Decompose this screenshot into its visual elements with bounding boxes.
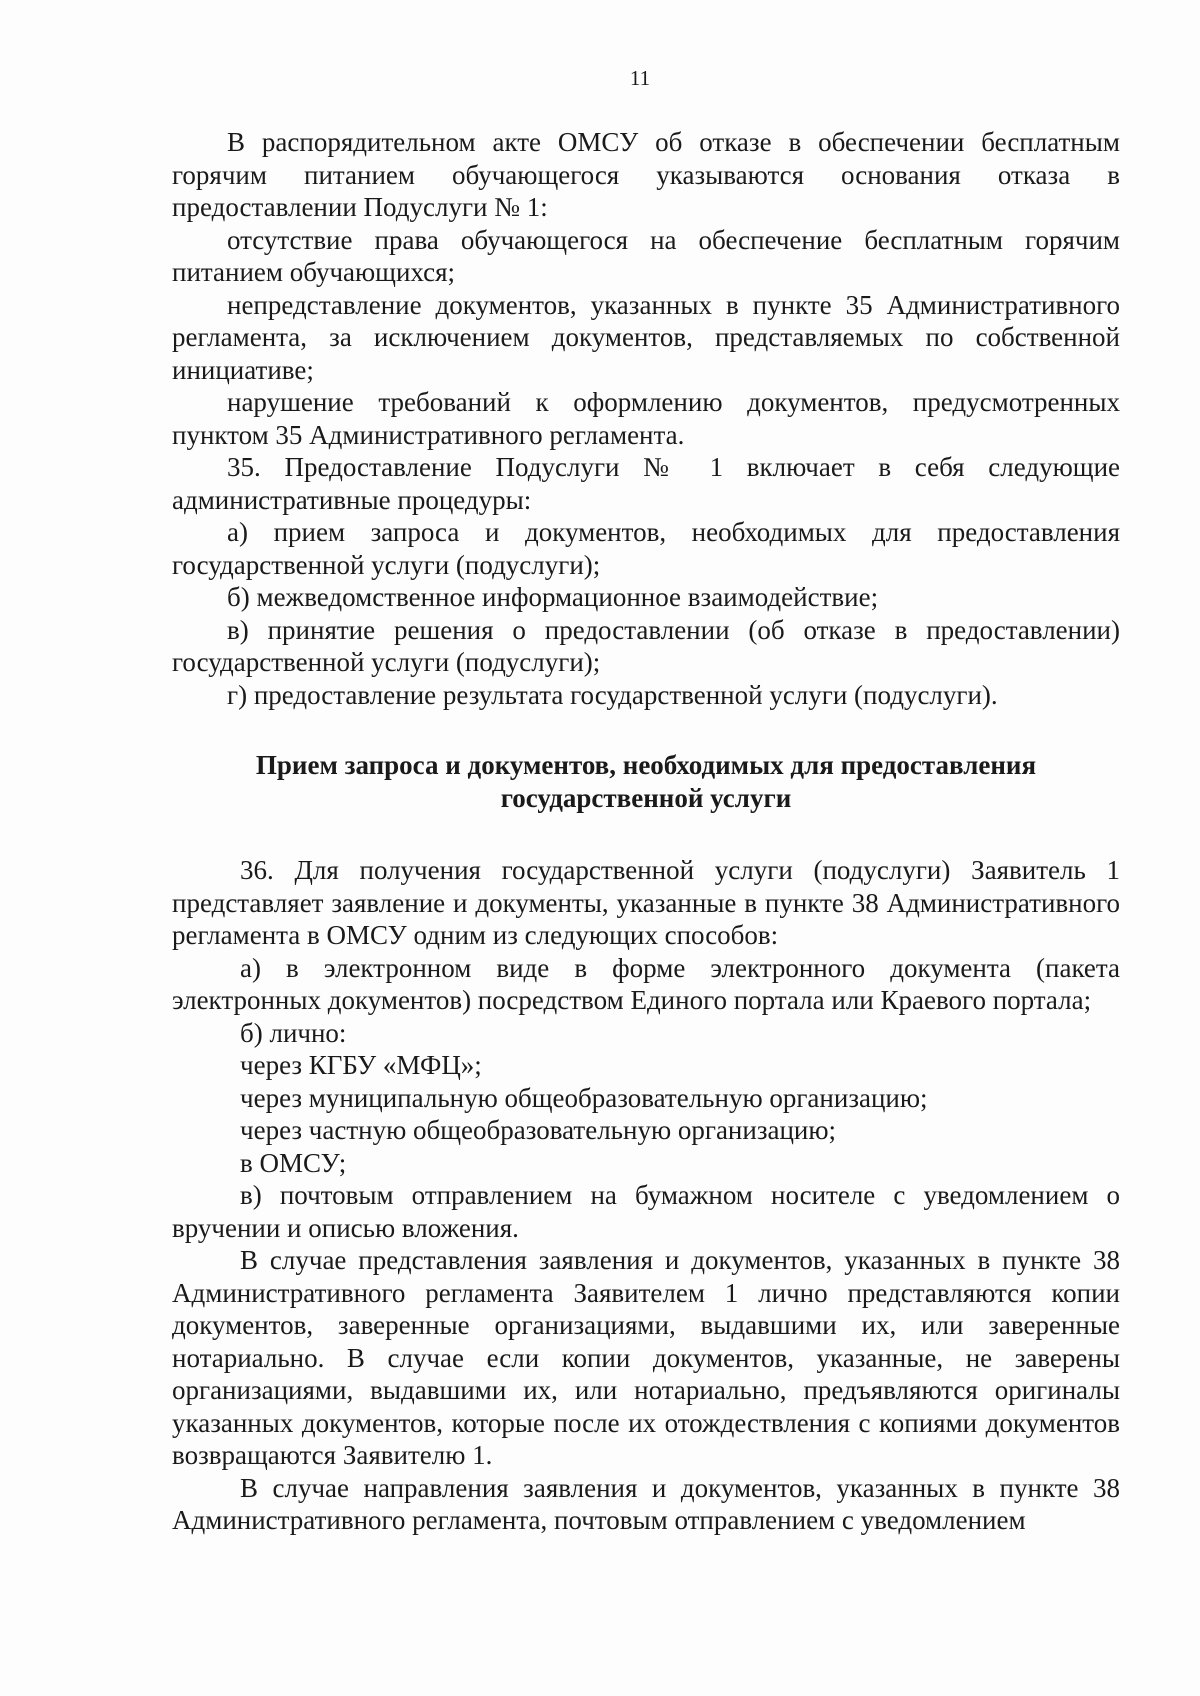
paragraph-refusal-reason-3: нарушение требований к оформлению документов, предусмотренных пунктом 35 Административного регламента. [172, 387, 1120, 450]
section-heading [172, 749, 1120, 814]
paragraph-36-b-private-school: через частную общеобразовательную организацию; [240, 1115, 837, 1145]
paragraph-36-c: в) почтовым отправлением на бумажном носителе с уведомлением о вручении и описью вложения. [172, 1180, 1120, 1243]
paragraph-36-b-municipal-school: через муниципальную общеобразовательную организацию; [240, 1082, 928, 1113]
paragraph-35-a: а) прием запроса и документов, необходимых для предоставления государственной услуги (подуслуги); [172, 517, 1120, 580]
section-heading-line-2: государственной услуги [500, 782, 792, 813]
paragraph-35-d: г) предоставление результата государственной услуги (подуслуги). [227, 679, 998, 710]
paragraph-personal-submission: В случае представления заявления и документов, указанных в пункте 38 Административного регламента Заявителем 1 лично представляются копии документов, заверенные организациями, выдавшими их, или заверенные нотариально. В случае если копии документов, указанные, не заверены организациями, выдавшими их, или нотариально, предъявляются оригиналы указанных документов, которые после их отождествления с копиями документов возвращаются Заявителю 1. [172, 1245, 1120, 1470]
paragraph-refusal-reason-2: непредставление документов, указанных в пункте 35 Административного регламента, за исключением документов, представляемых по собственной инициативе; [172, 289, 1120, 385]
paragraph-36: 36. Для получения государственной услуги (подуслуги) Заявитель 1 представляет заявление и документы, указанные в пункте 38 Административного регламента в ОМСУ одним из следующих способов: [172, 855, 1120, 950]
paragraph-36-b: б) лично: [240, 1017, 347, 1048]
paragraph-35-c: в) принятие решения о предоставлении (об отказе в предоставлении) государственной услуги (подуслуги); [172, 614, 1120, 677]
paragraph-refusal-intro: В распорядительном акте ОМСУ об отказе в обеспечении бесплатным горячим питанием обучающегося указываются основания отказа в предоставлении Подуслуги № 1: [172, 127, 1120, 222]
paragraph-36-b-mfc: через КГБУ «МФЦ»; [240, 1050, 482, 1080]
page-number: 11 [629, 66, 651, 90]
section-heading-line-1: Прием запроса и документов, необходимых для предоставления [255, 750, 1037, 780]
paragraph-36-b-omsu: в ОМСУ; [240, 1147, 347, 1178]
paragraph-refusal-reason-1: отсутствие права обучающегося на обеспечение бесплатным горячим питанием обучающихся; [172, 224, 1120, 287]
paragraph-36-a: а) в электронном виде в форме электронного документа (пакета электронных документов) посредством Единого портала или Краевого портала; [172, 952, 1120, 1015]
paragraph-35: 35. Предоставление Подуслуги № 1 включает в себя следующие административные процедуры: [172, 452, 1120, 515]
paragraph-35-b: б) межведомственное информационное взаимодействие; [227, 582, 879, 612]
paragraph-postal-submission: В случае направления заявления и документов, указанных в пункте 38 Административного регламента, почтовым отправлением с уведомлением [172, 1472, 1120, 1535]
document-body [172, 126, 1120, 1537]
